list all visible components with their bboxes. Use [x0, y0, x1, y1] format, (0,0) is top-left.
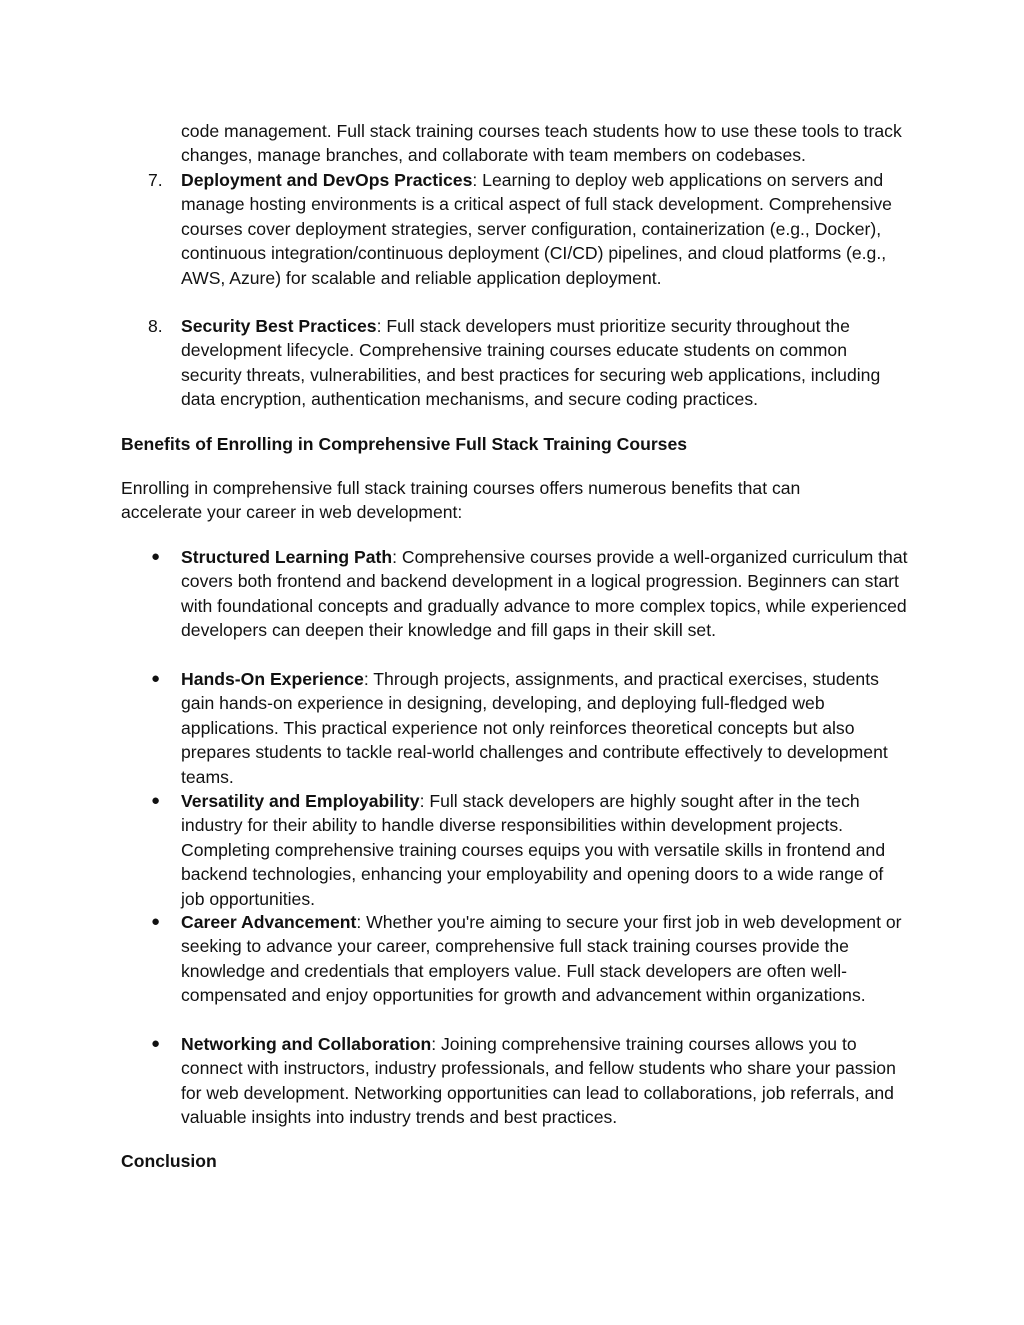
- item-title: Networking and Collaboration: [181, 1034, 432, 1054]
- section-heading-conclusion: Conclusion: [121, 1151, 217, 1171]
- list-item-security: [181, 314, 911, 412]
- bullet-icon: ●: [151, 1035, 161, 1052]
- list-item-deployment: [181, 168, 911, 290]
- bullet-icon: ●: [151, 792, 161, 809]
- item-title: Versatility and Employability: [181, 791, 420, 811]
- list-number: 7.: [148, 170, 163, 190]
- list-item-hands-on: [181, 667, 911, 789]
- list-item-networking: [181, 1032, 911, 1130]
- item-text: : Comprehensive courses provide a well-organized curriculum that covers both frontend and backend development in a logical progression. Beginners can start with foundational concepts and gradually advance to more complex topics, while experienced developers can deepen their knowledge and fill gaps in their skill set.: [181, 547, 908, 641]
- continuation-text: code management. Full stack training courses teach students how to use these tools to track changes, manage branches, and collaborate with team members on codebases.: [181, 121, 902, 166]
- item-title: Career Advancement: [181, 912, 357, 932]
- list-item-career: [181, 910, 911, 1008]
- item-text: : Through projects, assignments, and practical exercises, students gain hands-on experience in designing, developing, and deploying full-fledged web applications. This practical experience not only reinforces theoretical concepts but also prepares students to tackle real-world challenges and contribute effectively to development teams.: [181, 669, 888, 787]
- list-item-versatility: [181, 789, 911, 911]
- list-item-continuation: [181, 119, 911, 168]
- item-text: : Joining comprehensive training courses allows you to connect with instructors, industry professionals, and fellow students who share your passion for web development. Networking opportunities can lead to collaborations, job referrals, and valuable insights into industry trends and best practices.: [181, 1034, 896, 1128]
- bullet-icon: ●: [151, 548, 161, 565]
- bullet-icon: ●: [151, 670, 161, 687]
- item-title: Hands-On Experience: [181, 669, 364, 689]
- item-text: : Learning to deploy web applications on servers and manage hosting environments is a critical aspect of full stack development. Comprehensive courses cover deployment strategies, server configuration, containerization (e.g., Docker), continuous integration/continuous deployment (CI/CD) pipelines, and cloud platforms (e.g., AWS, Azure) for scalable and reliable application deployment.: [181, 170, 892, 288]
- section-heading-benefits: Benefits of Enrolling in Comprehensive Full Stack Training Courses: [121, 434, 688, 454]
- item-title: Structured Learning Path: [181, 547, 393, 567]
- item-text: : Full stack developers must prioritize security throughout the development lifecycle. Comprehensive training courses educate students on common security threats, vulnerabilities, and best practices for securing web applications, including data encryption, authentication mechanisms, and secure coding practices.: [181, 316, 881, 410]
- item-text: : Full stack developers are highly sought after in the tech industry for their ability to handle diverse responsibilities within development projects. Completing comprehensive training courses equips you with versatile skills in frontend and backend technologies, enhancing your employability and opening doors to a wide range of job opportunities.: [181, 791, 886, 909]
- bullet-icon: ●: [151, 913, 161, 930]
- item-title: Security Best Practices: [181, 316, 377, 336]
- item-text: : Whether you're aiming to secure your first job in web development or seeking to advance your career, comprehensive full stack training courses provide the knowledge and credentials that employers value. Full stack developers are often well-compensated and enjoy opportunities for growth and advancement within organizations.: [181, 912, 902, 1006]
- list-number: 8.: [148, 316, 163, 336]
- item-title: Deployment and DevOps Practices: [181, 170, 473, 190]
- list-item-structured-learning: [181, 545, 911, 643]
- benefits-intro: Enrolling in comprehensive full stack training courses offers numerous benefits that can accelerate your career in web development:: [121, 478, 801, 523]
